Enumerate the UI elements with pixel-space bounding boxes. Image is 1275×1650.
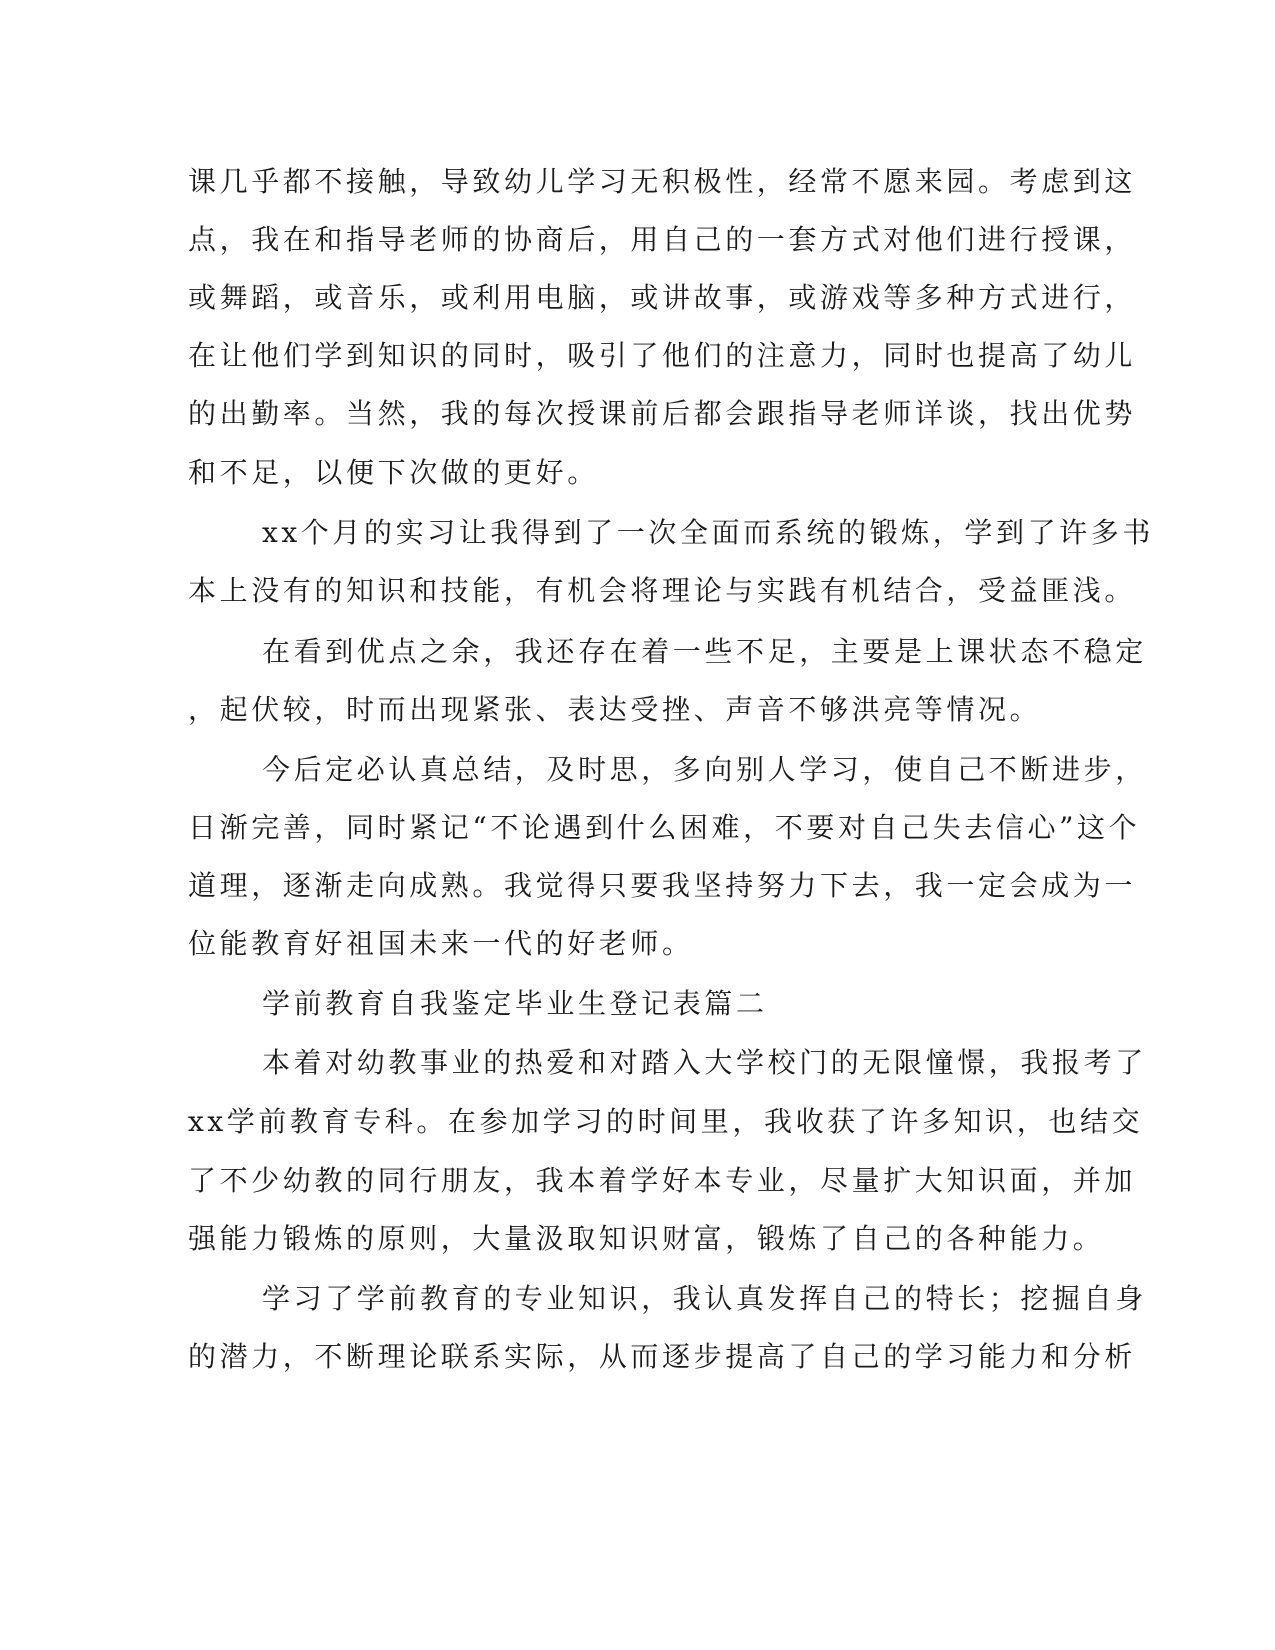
paragraph-line: 位能教育好祖国未来一代的好老师。	[188, 927, 694, 960]
paragraph-line: xx个月的实习让我得到了一次全面而系统的锻炼，学到了许多书	[262, 516, 1154, 549]
paragraph-line: 的潜力，不断理论联系实际，从而逐步提高了自己的学习能力和分析	[188, 1340, 1137, 1373]
paragraph-line: 在让他们学到知识的同时，吸引了他们的注意力，同时也提高了幼儿	[188, 339, 1137, 372]
paragraph-line: 在看到优点之余，我还存在着一些不足，主要是上课状态不稳定	[262, 635, 1147, 668]
paragraph-line: 学习了学前教育的专业知识，我认真发挥自己的特长；挖掘自身	[262, 1282, 1147, 1315]
paragraph-line: 课几乎都不接触，导致幼儿学习无积极性，经常不愿来园。考虑到这	[188, 165, 1137, 198]
paragraph-line: ，起伏较，时而出现紧张、表达受挫、声音不够洪亮等情况。	[188, 693, 1042, 726]
paragraph-line: 点，我在和指导老师的协商后，用自己的一套方式对他们进行授课，	[188, 223, 1137, 256]
paragraph-line: 今后定必认真总结，及时思，多向别人学习，使自己不断进步，	[262, 753, 1147, 786]
paragraph-line: 或舞蹈，或音乐，或利用电脑，或讲故事，或游戏等多种方式进行，	[188, 281, 1137, 314]
paragraph-line: 强能力锻炼的原则，大量汲取知识财富，锻炼了自己的各种能力。	[188, 1222, 1105, 1255]
paragraph-line: 和不足，以便下次做的更好。	[188, 456, 599, 489]
section-heading: 学前教育自我鉴定毕业生登记表篇二	[262, 987, 768, 1020]
paragraph-line: xx学前教育专科。在参加学习的时间里，我收获了许多知识，也结交	[188, 1105, 1144, 1138]
paragraph-line: 的出勤率。当然，我的每次授课前后都会跟指导老师详谈，找出优势	[188, 397, 1137, 430]
paragraph-line: 本上没有的知识和技能，有机会将理论与实践有机结合，受益匪浅。	[188, 574, 1137, 607]
paragraph-line: 道理，逐渐走向成熟。我觉得只要我坚持努力下去，我一定会成为一	[188, 869, 1137, 902]
paragraph-line: 日渐完善，同时紧记“不论遇到什么困难，不要对自己失去信心”这个	[188, 811, 1141, 844]
paragraph-line: 了不少幼教的同行朋友，我本着学好本专业，尽量扩大知识面，并加	[188, 1164, 1137, 1197]
paragraph-line: 本着对幼教事业的热爱和对踏入大学校门的无限憧憬，我报考了	[262, 1046, 1147, 1079]
